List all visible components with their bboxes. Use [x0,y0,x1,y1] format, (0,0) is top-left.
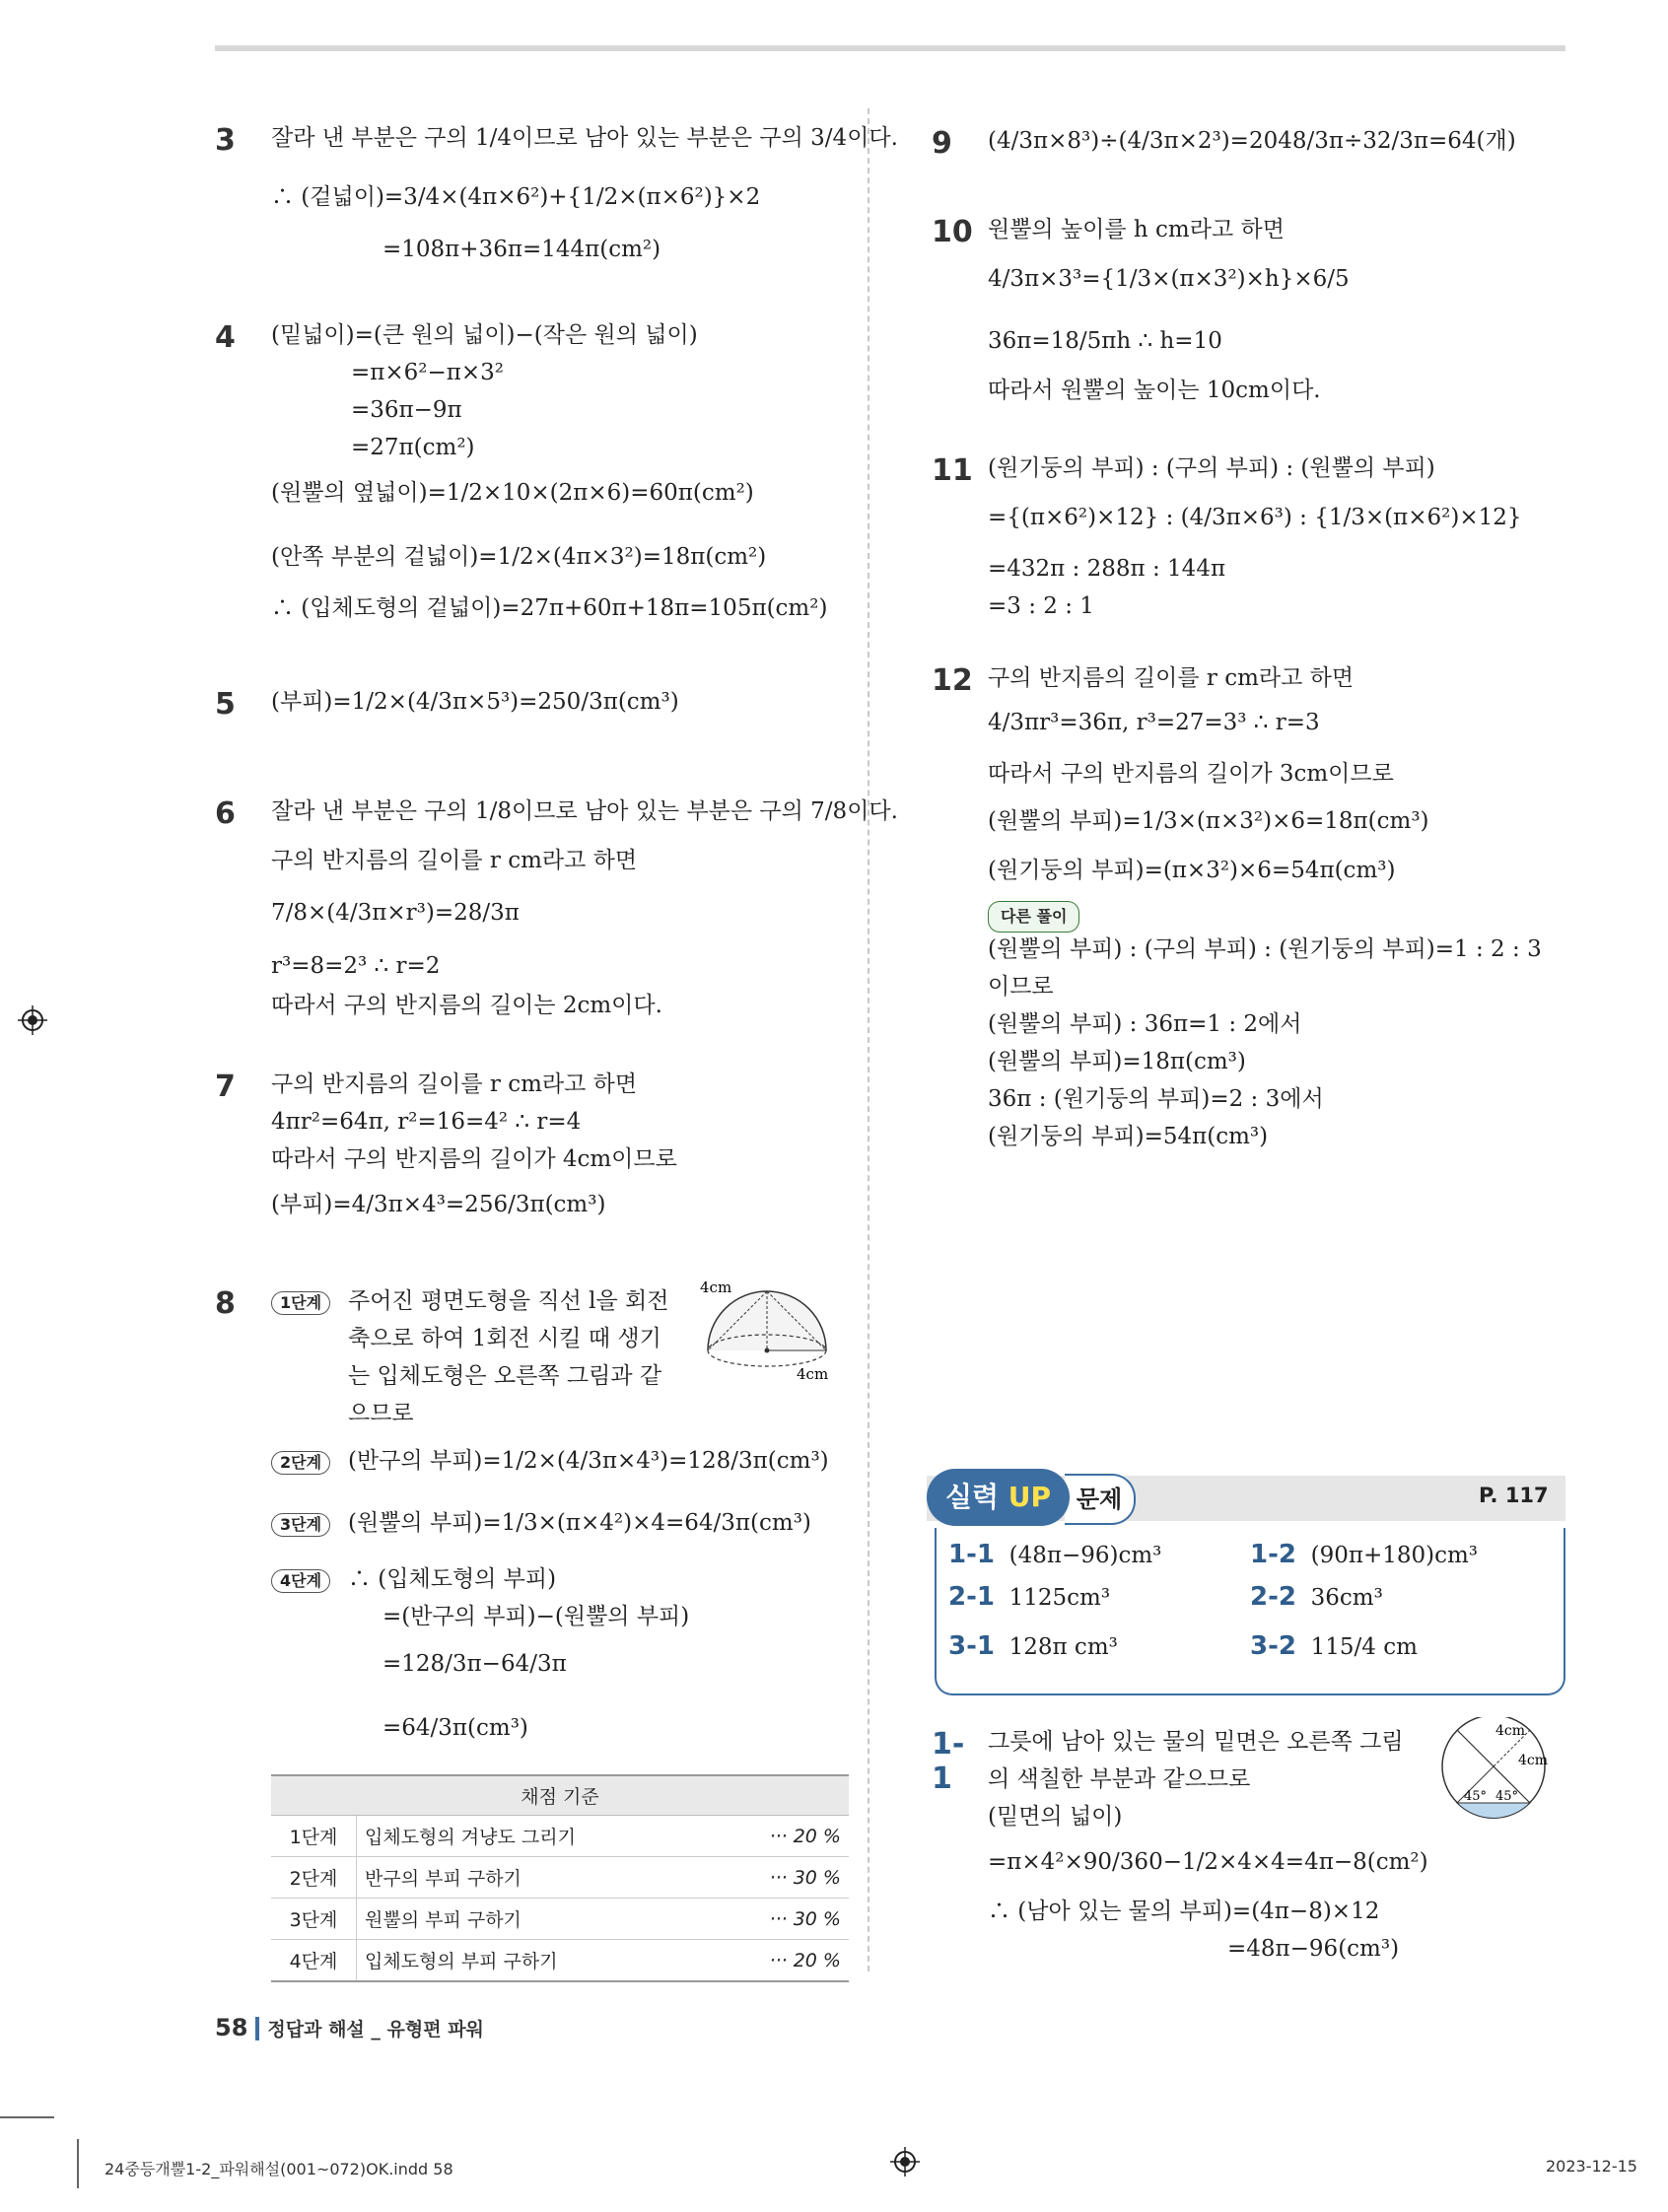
step-cell: 1단계 [271,1816,357,1857]
solution-line: 4/3π×3³={1/3×(π×3²)×h}×6/5 [988,266,1350,292]
solution-line: (원뿔의 부피) : (구의 부피) : (원기둥의 부피)=1 : 2 : 3 [988,936,1542,962]
problem-number: 4 [215,320,236,355]
desc-cell: 반구의 부피 구하기 [357,1857,745,1899]
solution-line: (원뿔의 부피)=1/3×(π×4²)×4=64/3π(cm³) [348,1510,811,1536]
dimension-label: 4cm [797,1365,829,1383]
solution-line: 잘라 낸 부분은 구의 1/8이므로 남아 있는 부분은 구의 7/8이다. [271,798,898,824]
solution-line: 7/8×(4/3π×r³)=28/3π [271,900,520,926]
solution-line: ∴ (겉넓이)=3/4×(4π×6²)+{1/2×(π×6²)}×2 [271,184,761,210]
solution-line: =432π : 288π : 144π [988,556,1226,582]
solution-line: 그릇에 남아 있는 물의 밑면은 오른쪽 그림 [988,1729,1404,1755]
solution-line: (밑면의 넓이) [988,1804,1123,1830]
section-title-suffix: 문제 [1065,1474,1136,1525]
answer-item: 2-1 1125cm³ [948,1582,1111,1612]
angle-label: 45° [1464,1789,1488,1804]
solution-line: =π×6²−π×3² [351,360,505,385]
problem-number: 8 [215,1286,236,1321]
step-cell: 3단계 [271,1899,357,1940]
table-row [271,1816,849,1857]
dimension-label: 4cm [1495,1723,1526,1739]
step-badge: 4단계 [271,1569,330,1593]
solution-line: ∴ (입체도형의 부피) [348,1566,557,1592]
page-number: 58 [215,2014,248,2041]
solution-line: (원기둥의 부피)=54π(cm³) [988,1124,1269,1149]
points-cell: ··· 30 % [744,1899,849,1940]
problem-number: 11 [932,453,973,488]
answer-item: 3-1 128π cm³ [948,1631,1118,1661]
points-cell: ··· 20 % [744,1816,849,1857]
solution-line: 36π=18/5πh ∴ h=10 [988,328,1222,354]
solution-line: =3 : 2 : 1 [988,593,1094,619]
section-page-ref: P. 117 [1479,1484,1549,1507]
solution-line: 의 색칠한 부분과 같으므로 [988,1766,1251,1792]
alt-solution-badge: 다른 풀이 [988,901,1079,933]
angle-label: 45° [1495,1789,1519,1804]
solution-line: (안쪽 부분의 겉넓이)=1/2×(4π×3²)=18π(cm²) [271,544,767,570]
solution-line: =π×4²×90/360−1/2×4×4=4π−8(cm²) [988,1849,1428,1875]
solution-line: 주어진 평면도형을 직선 l을 회전 [348,1288,669,1314]
problem-number: 7 [215,1070,236,1104]
solution-line: ∴ (남아 있는 물의 부피)=(4π−8)×12 [988,1899,1380,1924]
solution-line: 으므로 [348,1401,414,1426]
answer-item: 1-1 (48π−96)cm³ [948,1540,1162,1569]
table-row [271,1857,849,1899]
scoring-table [271,1774,849,1982]
bowl-cross-section-figure [1434,1717,1553,1826]
solution-line: =108π+36π=144π(cm²) [382,237,661,262]
desc-cell: 입체도형의 겨냥도 그리기 [357,1816,745,1857]
solution-line: (밑넓이)=(큰 원의 넓이)−(작은 원의 넓이) [271,322,698,348]
problem-number: 10 [932,215,973,249]
desc-cell: 입체도형의 부피 구하기 [357,1940,745,1982]
solution-line: 원뿔의 높이를 h cm라고 하면 [988,217,1285,242]
solution-line: =(반구의 부피)−(원뿔의 부피) [382,1604,690,1629]
solution-line: 따라서 원뿔의 높이는 10cm이다. [988,378,1321,403]
solution-line: (원기둥의 부피)=(π×3²)×6=54π(cm³) [988,858,1396,883]
answer-item: 2-2 36cm³ [1250,1582,1383,1612]
top-rule [215,45,1565,51]
table-row [271,1899,849,1940]
solution-line: 4/3πr³=36π, r³=27=3³ ∴ r=3 [988,710,1320,735]
step-cell: 4단계 [271,1940,357,1982]
solution-line: (원기둥의 부피) : (구의 부피) : (원뿔의 부피) [988,455,1435,481]
solution-line: =36π−9π [351,397,462,423]
table-title: 채점 기준 [271,1775,849,1816]
solution-line: 구의 반지름의 길이를 r cm라고 하면 [988,665,1355,691]
section-title-text: 실력 [944,1481,1000,1513]
solution-line: (4/3π×8³)÷(4/3π×2³)=2048/3π÷32/3π=64(개) [988,128,1516,154]
solution-line: 이므로 [988,974,1054,1000]
problem-number: 1-1 [932,1727,965,1796]
solution-line: 따라서 구의 반지름의 길이는 2cm이다. [271,993,662,1018]
problem-number: 6 [215,796,236,831]
solution-line: ={(π×6²)×12} : (4/3π×6³) : {1/3×(π×6²)×12} [988,505,1522,530]
solution-line: =48π−96(cm³) [1227,1936,1400,1962]
crop-mark [0,2116,54,2118]
step-badge: 2단계 [271,1451,330,1475]
problem-number: 3 [215,123,236,158]
solution-line: (원뿔의 부피) : 36π=1 : 2에서 [988,1011,1302,1037]
solution-line: (원뿔의 옆넓이)=1/2×10×(2π×6)=60π(cm²) [271,480,754,506]
solution-line: (반구의 부피)=1/2×(4/3π×4³)=128/3π(cm³) [348,1448,829,1474]
solution-line: (원뿔의 부피)=18π(cm³) [988,1049,1246,1074]
footer-title: 정답과 해설 _ 유형편 파워 [267,2019,484,2040]
registration-mark [890,2147,920,2177]
solution-line: (부피)=4/3π×4³=256/3π(cm³) [271,1192,606,1217]
solution-line: 는 입체도형은 오른쪽 그림과 같 [348,1363,662,1389]
points-cell: ··· 30 % [744,1857,849,1899]
problem-number: 9 [932,126,952,161]
dimension-label: 4cm [700,1279,732,1296]
print-slug-file: 24중등개뿔1-2_파워해설(001~072)OK.indd 58 [104,2160,453,2178]
footer-divider [255,2017,259,2040]
solution-line: 4πr²=64π, r²=16=4² ∴ r=4 [271,1109,582,1135]
step-cell: 2단계 [271,1857,357,1899]
problem-number: 12 [932,663,973,698]
problem-number: 5 [215,687,236,722]
solution-line: (부피)=1/2×(4/3π×5³)=250/3π(cm³) [271,689,679,715]
desc-cell: 원뿔의 부피 구하기 [357,1899,745,1940]
section-title [927,1469,1070,1526]
section-title-up: UP [1008,1481,1052,1513]
step-badge: 1단계 [271,1291,330,1315]
table-row [271,1940,849,1982]
dimension-label: 4cm [1518,1753,1549,1768]
solution-line: r³=8=2³ ∴ r=2 [271,953,441,979]
registration-mark [18,1005,47,1035]
solution-line: =128/3π−64/3π [382,1651,567,1677]
solution-line: 따라서 구의 반지름의 길이가 3cm이므로 [988,761,1394,787]
solution-line: =64/3π(cm³) [382,1715,528,1741]
crop-mark [77,2139,79,2188]
column-divider [868,108,869,1971]
solution-line: 따라서 구의 반지름의 길이가 4cm이므로 [271,1146,677,1172]
page-footer [215,2014,484,2041]
solution-line: 구의 반지름의 길이를 r cm라고 하면 [271,1071,638,1097]
answer-item: 1-2 (90π+180)cm³ [1250,1540,1479,1569]
solution-line: 36π : (원기둥의 부피)=2 : 3에서 [988,1086,1324,1112]
points-cell: ··· 20 % [744,1940,849,1982]
solution-line: 구의 반지름의 길이를 r cm라고 하면 [271,848,638,873]
solution-line: (원뿔의 부피)=1/3×(π×3²)×6=18π(cm³) [988,808,1429,834]
solution-line: 잘라 낸 부분은 구의 1/4이므로 남아 있는 부분은 구의 3/4이다. [271,125,898,151]
solution-line: =27π(cm²) [351,435,475,460]
print-slug-date: 2023-12-15 [1546,2157,1637,2176]
hemisphere-cone-figure [698,1277,836,1385]
solution-line: ∴ (입체도형의 겉넓이)=27π+60π+18π=105π(cm²) [271,595,828,621]
answer-item: 3-2 115/4 cm [1250,1631,1418,1661]
solution-line: 축으로 하여 1회전 시킬 때 생기 [348,1326,661,1351]
step-badge: 3단계 [271,1513,330,1537]
